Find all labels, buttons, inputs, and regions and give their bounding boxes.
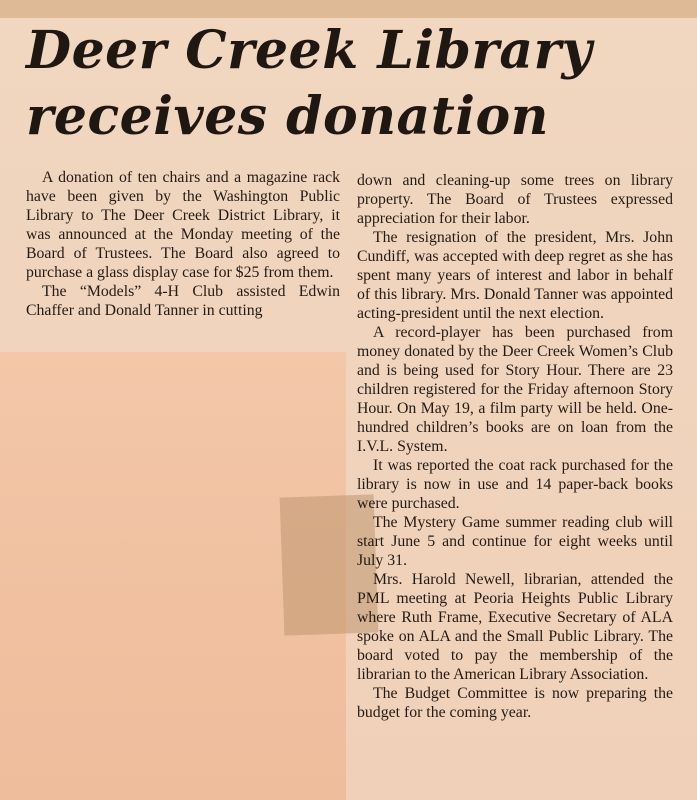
paragraph: Mrs. Harold Newell, librarian, attended the PML meeting at Peoria Heights Public Library where Ruth Frame, Executive Secretary of ALA spoke on ALA and the Small Public Library. The board voted to pay the membership of the librarian to the American Library Association. (357, 571, 673, 683)
paragraph: The Mystery Game summer reading club will start June 5 and continue for eight weeks until July 31. (357, 514, 673, 569)
clipping-top-edge (0, 0, 697, 18)
paragraph: The “Models” 4-H Club assisted Edwin Chaffer and Donald Tanner in cutting (26, 283, 340, 319)
headline-line-2: receives donation (26, 86, 549, 147)
paragraph: The resignation of the president, Mrs. John Cundiff, was accepted with deep regret as she has spent many years of interest and labor in behalf of this library. Mrs. Donald Tanner was appointed acting-president until the next election. (357, 229, 673, 322)
paragraph: It was reported the coat rack purchased for the library is now in use and 14 paper-back books were purchased. (357, 457, 673, 512)
paragraph: A donation of ten chairs and a magazine rack have been given by the Washington Public Library to The Deer Creek District Library, it was announced at the Monday meeting of the Board of Trustees. The Board also agreed to purchase a glass display case for $25 from them. (26, 169, 340, 281)
left-column (26, 168, 340, 320)
right-column (357, 171, 673, 722)
headline-line-1: Deer Creek Library (26, 20, 593, 81)
paragraph: The Budget Committee is now preparing the budget for the coming year. (357, 685, 673, 721)
paragraph: A record-player has been purchased from money donated by the Deer Creek Women’s Club and is being used for Story Hour. There are 23 children registered for the Friday afternoon Story Hour. On May 19, a film party will be held. One-hundred children’s books are on loan from the I.V.L. System. (357, 324, 673, 455)
paragraph: down and cleaning-up some trees on library property. The Board of Trustees expressed appreciation for their labor. (357, 172, 673, 227)
headline (26, 18, 592, 150)
